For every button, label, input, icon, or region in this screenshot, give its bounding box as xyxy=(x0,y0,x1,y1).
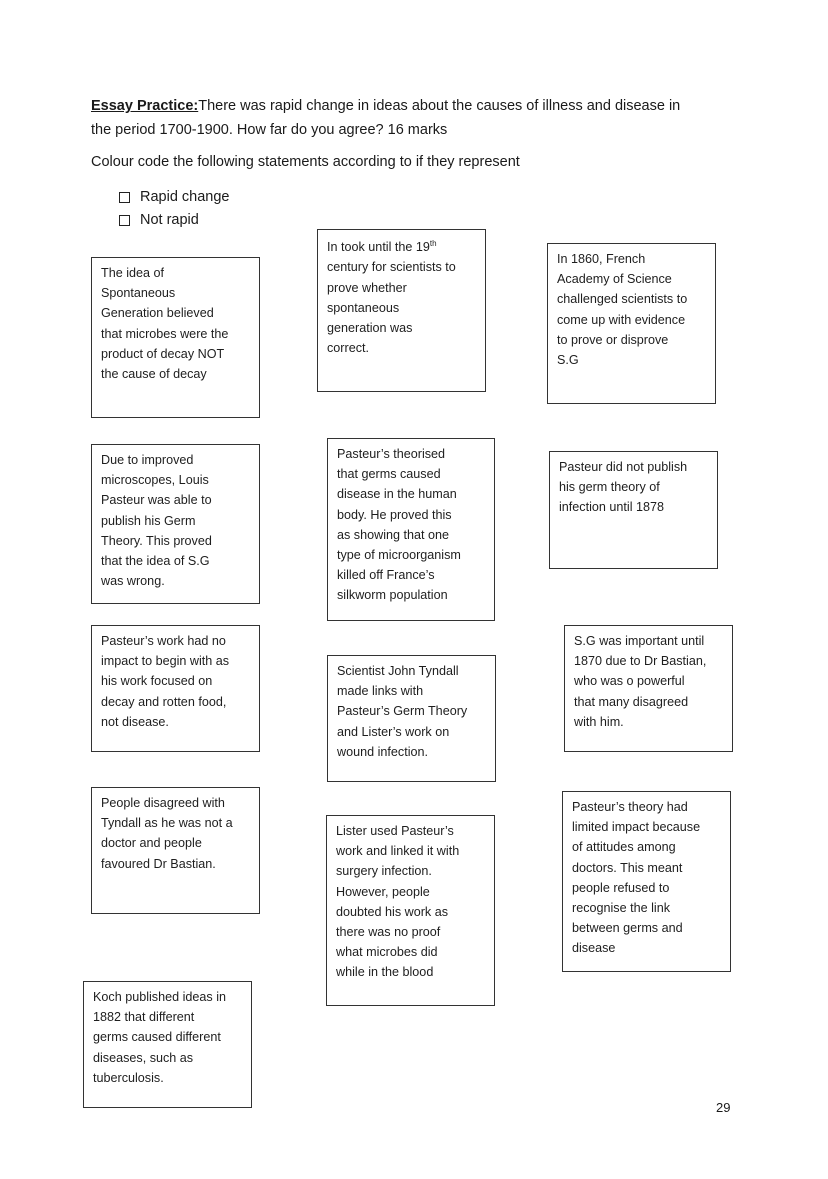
page-number: 29 xyxy=(716,1100,731,1115)
question-line-2: the period 1700-1900. How far do you agree? 16 marks xyxy=(91,122,448,138)
superscript-th: th xyxy=(429,239,437,248)
statement-card[interactable]: Due to improved microscopes, Louis Pasteur was able to publish his Germ Theory. This proved that the idea of S.G was wrong. xyxy=(91,444,260,604)
statement-card[interactable]: Pasteur’s theorised that germs caused disease in the human body. He proved this as showing that one type of microorganism killed off France’s silkworm population xyxy=(327,438,495,621)
statement-card[interactable]: Scientist John Tyndall made links with Pasteur’s Germ Theory and Lister’s work on wound infection. xyxy=(327,655,496,782)
statement-card[interactable]: S.G was important until 1870 due to Dr Bastian, who was o powerful that many disagreed with him. xyxy=(564,625,733,752)
question-line-1: There was rapid change in ideas about the causes of illness and disease in xyxy=(198,98,681,114)
option-label: Rapid change xyxy=(140,189,230,205)
instruction-text: Colour code the following statements according to if they represent xyxy=(91,154,520,170)
statement-card[interactable]: Pasteur’s work had no impact to begin with as his work focused on decay and rotten food, not disease. xyxy=(91,625,260,752)
essay-question xyxy=(91,94,680,142)
option-not-rapid[interactable] xyxy=(119,209,230,232)
statement-card[interactable] xyxy=(317,229,486,392)
statement-card[interactable]: Pasteur did not publish his germ theory of infection until 1878 xyxy=(549,451,718,569)
colour-code-options xyxy=(119,186,230,232)
statement-card[interactable]: Koch published ideas in 1882 that different germs caused different diseases, such as tuberculosis. xyxy=(83,981,252,1108)
statement-card[interactable]: Lister used Pasteur’s work and linked it with surgery infection. However, people doubted his work as there was no proof what microbes did while in the blood xyxy=(326,815,495,1006)
option-rapid-change[interactable] xyxy=(119,186,230,209)
option-label: Not rapid xyxy=(140,212,199,228)
card-text-rest: century for scientists to prove whether spontaneous generation was correct. xyxy=(327,260,456,356)
statement-card[interactable]: The idea of Spontaneous Generation believed that microbes were the product of decay NOT the cause of decay xyxy=(91,257,260,418)
card-text-start: In took until the 19 xyxy=(327,240,430,255)
checkbox-icon[interactable] xyxy=(119,192,130,203)
checkbox-icon[interactable] xyxy=(119,215,130,226)
statement-card[interactable]: In 1860, French Academy of Science challenged scientists to come up with evidence to prove or disprove S.G xyxy=(547,243,716,404)
essay-practice-label: Essay Practice: xyxy=(91,98,199,114)
statement-card[interactable]: People disagreed with Tyndall as he was not a doctor and people favoured Dr Bastian. xyxy=(91,787,260,914)
statement-card[interactable]: Pasteur’s theory had limited impact because of attitudes among doctors. This meant people refused to recognise the link between germs and disease xyxy=(562,791,731,972)
